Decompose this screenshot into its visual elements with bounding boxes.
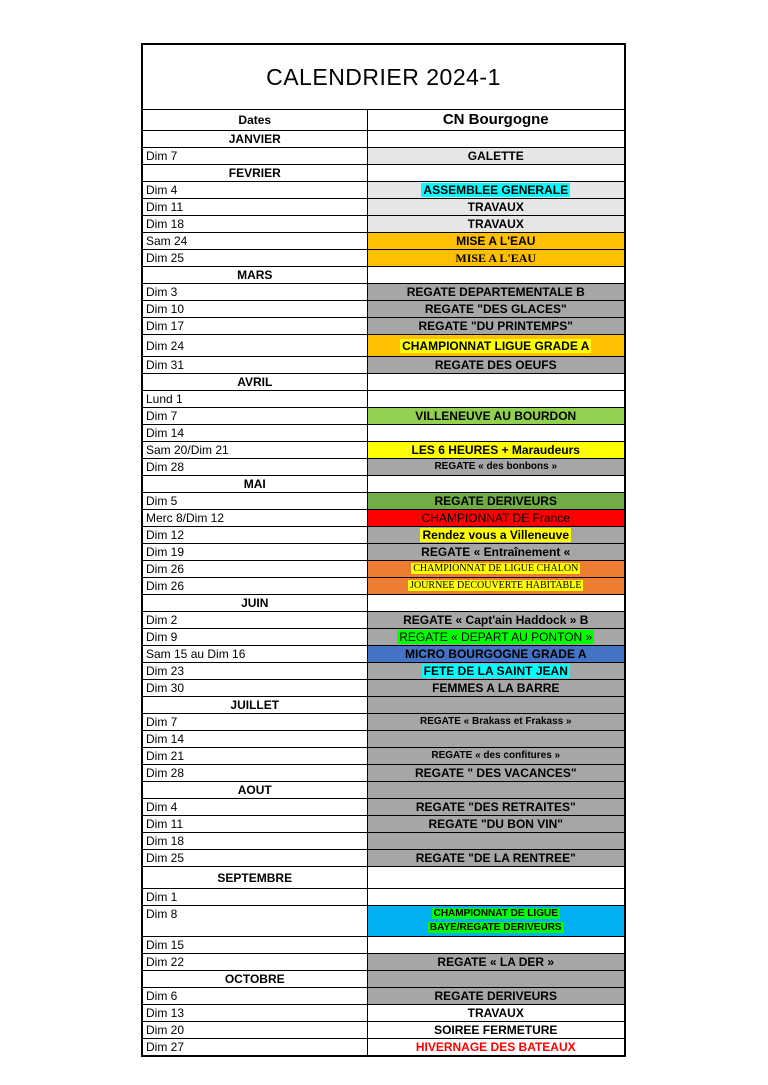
event-name: CHAMPIONNAT LIGUE GRADE A bbox=[402, 338, 590, 353]
calendar-table bbox=[143, 110, 624, 1055]
event-cell bbox=[367, 578, 624, 595]
month-name: AVRIL bbox=[143, 374, 367, 391]
event-cell: REGATE DEPARTEMENTALE B bbox=[367, 284, 624, 301]
month-row bbox=[143, 165, 624, 182]
event-cell bbox=[367, 629, 624, 646]
event-cell: REGATE "DU PRINTEMPS" bbox=[367, 318, 624, 335]
calendar-sheet bbox=[141, 43, 626, 1057]
event-date: Dim 26 bbox=[143, 578, 367, 595]
event-name: FETE DE LA SAINT JEAN bbox=[423, 664, 568, 678]
event-cell: REGATE "DES GLACES" bbox=[367, 301, 624, 318]
table-row bbox=[143, 612, 624, 629]
event-date: Dim 15 bbox=[143, 937, 367, 954]
table-row bbox=[143, 646, 624, 663]
event-cell bbox=[367, 267, 624, 284]
event-cell bbox=[367, 374, 624, 391]
event-cell bbox=[367, 182, 624, 199]
page-title: CALENDRIER 2024-1 bbox=[143, 45, 624, 110]
table-row bbox=[143, 391, 624, 408]
month-row bbox=[143, 131, 624, 148]
event-cell bbox=[367, 165, 624, 182]
event-cell: REGATE "DU BON VIN" bbox=[367, 816, 624, 833]
month-name: MARS bbox=[143, 267, 367, 284]
month-name: JANVIER bbox=[143, 131, 367, 148]
month-row bbox=[143, 782, 624, 799]
event-cell: TRAVAUX bbox=[367, 216, 624, 233]
event-date: Dim 11 bbox=[143, 199, 367, 216]
event-date: Dim 26 bbox=[143, 561, 367, 578]
event-cell bbox=[367, 782, 624, 799]
event-date: Dim 28 bbox=[143, 459, 367, 476]
table-row bbox=[143, 1022, 624, 1039]
month-name: MAI bbox=[143, 476, 367, 493]
table-row bbox=[143, 250, 624, 267]
table-row bbox=[143, 663, 624, 680]
table-row bbox=[143, 629, 624, 646]
event-cell: FEMMES A LA BARRE bbox=[367, 680, 624, 697]
table-row bbox=[143, 889, 624, 906]
table-row bbox=[143, 799, 624, 816]
event-cell bbox=[367, 731, 624, 748]
event-cell: GALETTE bbox=[367, 148, 624, 165]
table-row bbox=[143, 199, 624, 216]
event-cell bbox=[367, 906, 624, 937]
table-row bbox=[143, 284, 624, 301]
event-cell: REGATE « des bonbons » bbox=[367, 459, 624, 476]
table-row bbox=[143, 578, 624, 595]
event-name: CHAMPIONNAT DE LIGUE bbox=[433, 908, 558, 919]
event-cell bbox=[367, 697, 624, 714]
event-cell: CHAMPIONNAT DE France bbox=[367, 510, 624, 527]
table-row bbox=[143, 937, 624, 954]
event-date: Dim 21 bbox=[143, 748, 367, 765]
event-cell bbox=[367, 889, 624, 906]
event-cell bbox=[367, 833, 624, 850]
month-row bbox=[143, 595, 624, 612]
table-row bbox=[143, 425, 624, 442]
event-cell: REGATE "DE LA RENTREE" bbox=[367, 850, 624, 867]
table-row bbox=[143, 1005, 624, 1022]
month-name: AOUT bbox=[143, 782, 367, 799]
event-name: JOURNEE DECOUVERTE HABITABLE bbox=[410, 580, 582, 591]
event-date: Dim 8 bbox=[143, 906, 367, 937]
month-name: JUIN bbox=[143, 595, 367, 612]
event-cell: MISE A L'EAU bbox=[367, 233, 624, 250]
event-cell bbox=[367, 937, 624, 954]
month-row bbox=[143, 267, 624, 284]
table-row bbox=[143, 731, 624, 748]
table-row bbox=[143, 816, 624, 833]
event-date: Dim 18 bbox=[143, 216, 367, 233]
table-row bbox=[143, 714, 624, 731]
event-cell bbox=[367, 561, 624, 578]
month-name: JUILLET bbox=[143, 697, 367, 714]
event-date: Dim 22 bbox=[143, 954, 367, 971]
event-cell bbox=[367, 476, 624, 493]
event-cell: MICRO BOURGOGNE GRADE A bbox=[367, 646, 624, 663]
event-date: Dim 10 bbox=[143, 301, 367, 318]
event-date: Dim 23 bbox=[143, 663, 367, 680]
event-date: Sam 20/Dim 21 bbox=[143, 442, 367, 459]
table-row bbox=[143, 527, 624, 544]
event-cell: REGATE « LA DER » bbox=[367, 954, 624, 971]
event-date: Dim 30 bbox=[143, 680, 367, 697]
header-club: CN Bourgogne bbox=[367, 110, 624, 131]
event-date: Sam 15 au Dim 16 bbox=[143, 646, 367, 663]
event-date: Dim 18 bbox=[143, 833, 367, 850]
month-row bbox=[143, 374, 624, 391]
event-date: Dim 2 bbox=[143, 612, 367, 629]
event-cell: TRAVAUX bbox=[367, 1005, 624, 1022]
month-name: FEVRIER bbox=[143, 165, 367, 182]
event-cell: TRAVAUX bbox=[367, 199, 624, 216]
event-date: Dim 7 bbox=[143, 148, 367, 165]
table-row bbox=[143, 906, 624, 937]
table-row bbox=[143, 493, 624, 510]
table-row bbox=[143, 442, 624, 459]
event-cell bbox=[367, 425, 624, 442]
event-date: Dim 14 bbox=[143, 425, 367, 442]
event-cell: REGATE DES OEUFS bbox=[367, 357, 624, 374]
month-row bbox=[143, 971, 624, 988]
event-cell bbox=[367, 971, 624, 988]
event-date: Dim 25 bbox=[143, 850, 367, 867]
header-dates: Dates bbox=[143, 110, 367, 131]
table-row bbox=[143, 408, 624, 425]
table-row bbox=[143, 459, 624, 476]
table-row bbox=[143, 765, 624, 782]
event-date: Sam 24 bbox=[143, 233, 367, 250]
event-name: REGATE « DEPART AU PONTON » bbox=[399, 630, 593, 644]
table-row bbox=[143, 233, 624, 250]
table-row bbox=[143, 301, 624, 318]
event-cell bbox=[367, 131, 624, 148]
table-row bbox=[143, 335, 624, 357]
event-name: CHAMPIONNAT DE LIGUE CHALON bbox=[413, 563, 579, 574]
event-date: Dim 31 bbox=[143, 357, 367, 374]
event-cell: HIVERNAGE DES BATEAUX bbox=[367, 1039, 624, 1056]
table-row bbox=[143, 680, 624, 697]
event-name: Rendez vous a Villeneuve bbox=[422, 528, 569, 542]
event-cell bbox=[367, 663, 624, 680]
table-row bbox=[143, 1039, 624, 1056]
table-header-row bbox=[143, 110, 624, 131]
event-date: Dim 13 bbox=[143, 1005, 367, 1022]
event-cell: REGATE DERIVEURS bbox=[367, 988, 624, 1005]
event-date: Dim 27 bbox=[143, 1039, 367, 1056]
event-name: ASSEMBLEE GENERALE bbox=[423, 183, 569, 197]
table-row bbox=[143, 561, 624, 578]
event-date: Dim 14 bbox=[143, 731, 367, 748]
table-row bbox=[143, 318, 624, 335]
event-cell: REGATE « des confitures » bbox=[367, 748, 624, 765]
event-date: Dim 5 bbox=[143, 493, 367, 510]
month-name: OCTOBRE bbox=[143, 971, 367, 988]
event-cell: MISE A L'EAU bbox=[367, 250, 624, 267]
event-date: Dim 4 bbox=[143, 799, 367, 816]
event-date: Dim 24 bbox=[143, 335, 367, 357]
table-row bbox=[143, 850, 624, 867]
event-date: Dim 28 bbox=[143, 765, 367, 782]
table-row bbox=[143, 748, 624, 765]
event-cell: REGATE « Brakass et Frakass » bbox=[367, 714, 624, 731]
event-date: Dim 7 bbox=[143, 714, 367, 731]
event-date: Dim 6 bbox=[143, 988, 367, 1005]
event-date: Dim 1 bbox=[143, 889, 367, 906]
event-date: Dim 7 bbox=[143, 408, 367, 425]
table-row bbox=[143, 954, 624, 971]
event-date: Dim 11 bbox=[143, 816, 367, 833]
month-row bbox=[143, 476, 624, 493]
event-name-line-2: BAYE/REGATE DERIVEURS bbox=[429, 922, 562, 933]
event-date: Dim 4 bbox=[143, 182, 367, 199]
event-cell: REGATE « Entraînement « bbox=[367, 544, 624, 561]
table-row bbox=[143, 182, 624, 199]
table-row bbox=[143, 216, 624, 233]
table-row bbox=[143, 833, 624, 850]
event-cell: SOIREE FERMETURE bbox=[367, 1022, 624, 1039]
table-row bbox=[143, 988, 624, 1005]
table-row bbox=[143, 510, 624, 527]
event-date: Dim 19 bbox=[143, 544, 367, 561]
month-row bbox=[143, 867, 624, 889]
event-cell: VILLENEUVE AU BOURDON bbox=[367, 408, 624, 425]
event-cell: REGATE "DES RETRAITES" bbox=[367, 799, 624, 816]
event-date: Dim 9 bbox=[143, 629, 367, 646]
table-row bbox=[143, 357, 624, 374]
month-row bbox=[143, 697, 624, 714]
event-date: Lund 1 bbox=[143, 391, 367, 408]
table-row bbox=[143, 544, 624, 561]
event-cell bbox=[367, 595, 624, 612]
table-row bbox=[143, 148, 624, 165]
event-cell: REGATE DERIVEURS bbox=[367, 493, 624, 510]
event-cell: REGATE « Capt'ain Haddock » B bbox=[367, 612, 624, 629]
event-cell bbox=[367, 867, 624, 889]
event-date: Merc 8/Dim 12 bbox=[143, 510, 367, 527]
event-cell bbox=[367, 527, 624, 544]
event-cell: REGATE " DES VACANCES" bbox=[367, 765, 624, 782]
event-date: Dim 12 bbox=[143, 527, 367, 544]
month-name: SEPTEMBRE bbox=[143, 867, 367, 889]
event-cell bbox=[367, 335, 624, 357]
event-cell bbox=[367, 391, 624, 408]
event-date: Dim 3 bbox=[143, 284, 367, 301]
event-date: Dim 25 bbox=[143, 250, 367, 267]
event-date: Dim 20 bbox=[143, 1022, 367, 1039]
event-cell: LES 6 HEURES + Maraudeurs bbox=[367, 442, 624, 459]
event-date: Dim 17 bbox=[143, 318, 367, 335]
